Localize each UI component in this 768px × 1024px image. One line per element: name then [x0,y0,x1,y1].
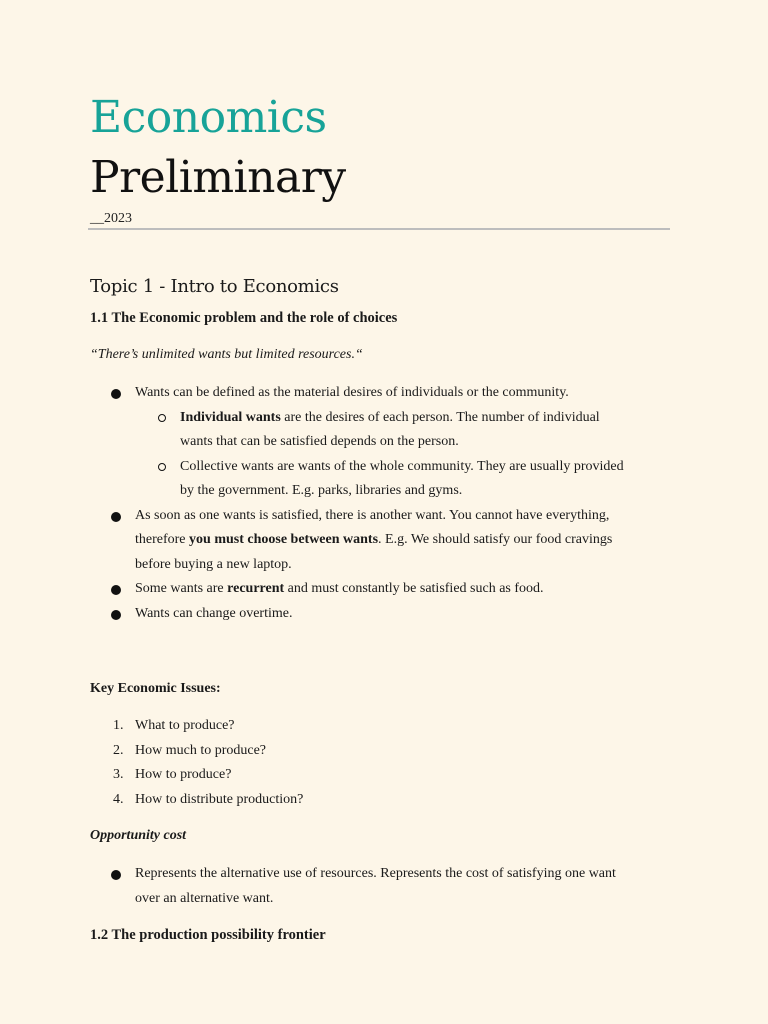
list-item-text: Some wants are [135,581,228,596]
numbered-list-item [90,788,680,813]
list-item [90,862,680,911]
list-item-text: and must constantly be satisfied such as food. [284,581,544,596]
bullet-icon [111,870,121,880]
circle-bullet-icon [158,463,166,471]
list-item-text: . E.g. We should satisfy our food cravings [378,532,613,547]
section-1-1-heading: 1.1 The Economic problem and the role of choices [90,310,398,326]
list-item-text: Collective wants are wants of the whole community. They are usually provided [180,458,624,474]
list-item-text: over an alternative want. [135,890,274,906]
key-issues-list [90,714,680,812]
list-item [90,504,680,578]
bullet-icon [111,610,121,620]
list-item-text: Wants can change overtime. [135,605,293,621]
list-item [90,577,680,602]
title-preliminary: Preliminary [90,152,346,203]
opportunity-cost-heading: Opportunity cost [90,828,187,843]
list-item-text: How to produce? [135,767,232,782]
list-item-text: Represents the alternative use of resources. Represents the cost of satisfying one want [135,866,616,881]
topic-heading: Topic 1 - Intro to Economics [90,276,339,297]
numbered-list-item [90,714,680,739]
sub-list-item [135,455,680,504]
sub-list-item [135,406,680,455]
bold-text: Individual wants [180,409,281,425]
list-item [90,381,680,504]
bold-text: recurrent [227,581,285,596]
list-item-text: before buying a new laptop. [135,556,292,572]
list-item-text: How to distribute production? [135,791,304,807]
key-issues-heading: Key Economic Issues: [90,681,221,696]
list-item-text: Wants can be defined as the material desires of individuals or the community. [135,385,569,400]
numbered-list-item [90,763,680,788]
list-item-text: How much to produce? [135,742,267,758]
circle-bullet-icon [158,414,166,422]
list-item-text: are the desires of each person. The number of individual [280,409,600,425]
bullet-icon [111,585,121,595]
year-label: __2023 [90,211,132,226]
list-item-text: wants that can be satisfied depends on the person. [180,434,459,449]
title-economics: Economics [90,92,327,143]
horizontal-rule [88,228,670,230]
quote: “There’s unlimited wants but limited resources.“ [90,347,363,362]
bold-text: you must choose between wants [189,532,379,547]
numbered-list-item [90,739,680,764]
list-number: 1. [113,718,124,733]
wants-list [90,381,680,626]
bullet-icon [111,389,121,399]
opportunity-cost-list [90,862,680,911]
list-number: 2. [113,742,124,758]
list-item [90,602,680,627]
list-item-text: therefore [135,532,190,547]
list-item-text: What to produce? [135,718,235,733]
list-item-text: As soon as one wants is satisfied, there is another want. You cannot have everything, [135,507,610,523]
list-number: 4. [113,791,124,807]
bullet-icon [111,512,121,522]
list-number: 3. [113,767,124,782]
section-1-2-heading: 1.2 The production possibility frontier [90,927,326,943]
list-item-text: by the government. E.g. parks, libraries and gyms. [180,483,463,498]
